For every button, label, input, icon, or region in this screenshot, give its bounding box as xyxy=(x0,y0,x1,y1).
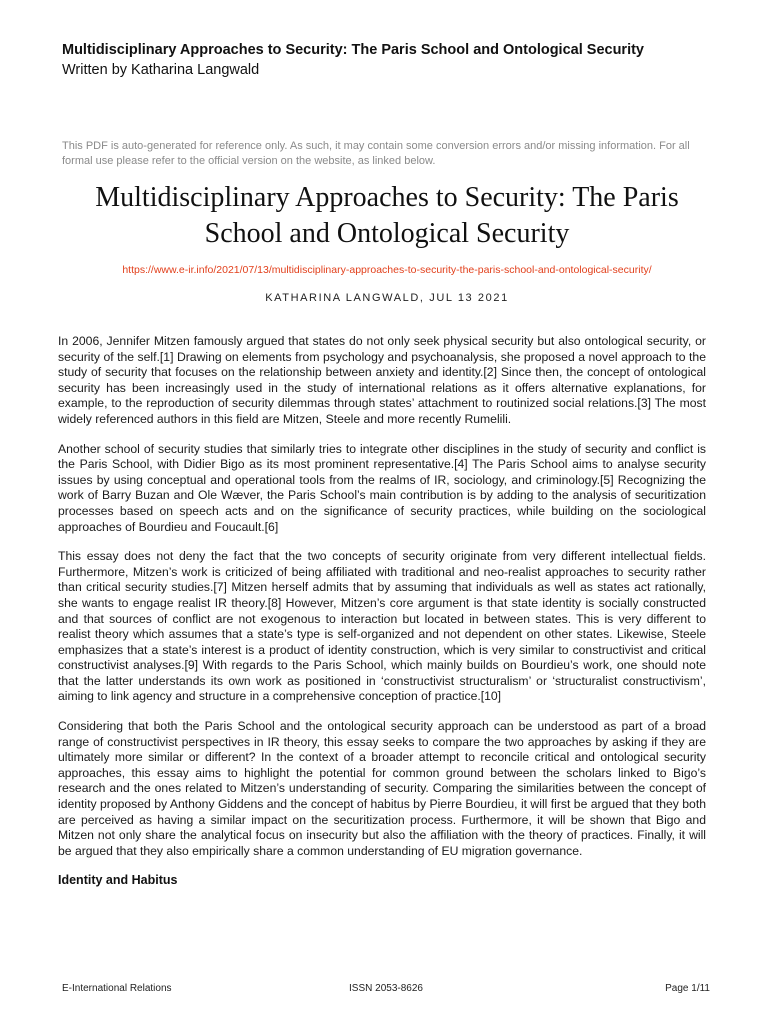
header-author: Written by Katharina Langwald xyxy=(62,62,260,78)
footer-issn: ISSN 2053-8626 xyxy=(349,983,423,994)
document-header xyxy=(62,40,712,80)
footer-page-number: Page 1/11 xyxy=(665,983,710,994)
section-heading: Identity and Habitus xyxy=(58,873,178,888)
article-title: Multidisciplinary Approaches to Security: The Paris School and Ontological Security xyxy=(95,182,679,249)
body-paragraph: This essay does not deny the fact that the two concepts of security originate from very different intellectual fields. Furthermore, Mitzen’s work is criticized of being affiliated with traditional and neo-realist approaches to security rather than critical security studies.[7] Mitzen herself admits that by assuming that individuals as well as states act rationally, she wants to engage realist IR theory.[8] However, Mitzen’s core argument is that state identity is socially constructed and that sources of conflict are not exogenous to interaction but located in between states. This is very different to realist theory which assumes that a state’s type is self-organized and not dependent on other states. Likewise, Steele emphasizes that a state’s interest is a product of identity construction, which is very similar to constructivist and critical constructivist analyses.[9] With regards to the Paris School, which mainly builds on Bourdieu’s work, one should note that the latter understands its own work as positioned in ‘constructivist structuralism’ or ‘structuralist constructivism’, aiming to link agency and structure in a comprehensive conception of practice.[10] xyxy=(58,549,706,704)
article-byline: KATHARINA LANGWALD, JUL 13 2021 xyxy=(265,292,509,304)
body-paragraph: In 2006, Jennifer Mitzen famously argued that states do not only seek physical security but also ontological security, or security of the self.[1] Drawing on elements from psychology and psychoanalysis, she proposed a novel approach to the study of security that focuses on the relationship between anxiety and identity.[2] Since then, the concept of ontological security has been increasingly used in the study of international relations as it offers alternative explanations, for example, to the reproduction of security dilemmas through states’ attachment to routinized social relations.[3] The most widely referenced authors in this field are Mitzen, Steele and more recently Rumelili. xyxy=(58,334,706,426)
footer-publisher: E-International Relations xyxy=(62,983,172,994)
body-paragraph: Considering that both the Paris School and the ontological security approach can be understood as part of a broad range of constructivist perspectives in IR theory, this essay seeks to compare the two approaches by asking if they are ultimately more similar or different? In the context of a broader attempt to reconcile critical and ontological security approaches, this essay aims to highlight the potential for common ground between the scholars linked to Bigo’s research and the ones related to Mitzen’s understanding of security. Comparing the similarities between the concept of identity proposed by Anthony Giddens and the concept of habitus by Pierre Bourdieu, it will first be argued that they both are perceived as having a similar impact on the securitization process. Furthermore, it will be shown that Bigo and Mitzen not only share the analytical focus on insecurity but also the affiliation with the theory of practices. Finally, it will be argued that they also empirically share a common understanding of EU migration governance. xyxy=(58,719,706,858)
article-body xyxy=(58,334,706,887)
article-source-link[interactable]: https://www.e-ir.info/2021/07/13/multidisciplinary-approaches-to-security-the-paris-school-and-ontological-security/ xyxy=(122,264,652,276)
body-paragraph: Another school of security studies that similarly tries to integrate other disciplines in the study of security and conflict is the Paris School, with Didier Bigo as its most prominent representative.[4] The Paris School aims to analyse security issues by using conceptual and operational tools from the realms of IR, sociology, and criminology.[5] Recognizing the work of Barry Buzan and Ole Wæver, the Paris School’s main contribution is by adding to the analysis of securitization processes based on speech acts and on the significance of security practices, while building on the sociological approaches of Bourdieu and Foucault.[6] xyxy=(58,441,706,534)
pdf-disclaimer: This PDF is auto-generated for reference only. As such, it may contain some conversion errors and/or missing information. For all formal use please refer to the official version on the website, as linked below. xyxy=(62,140,690,167)
header-title: Multidisciplinary Approaches to Security: The Paris School and Ontological Security xyxy=(62,42,644,58)
